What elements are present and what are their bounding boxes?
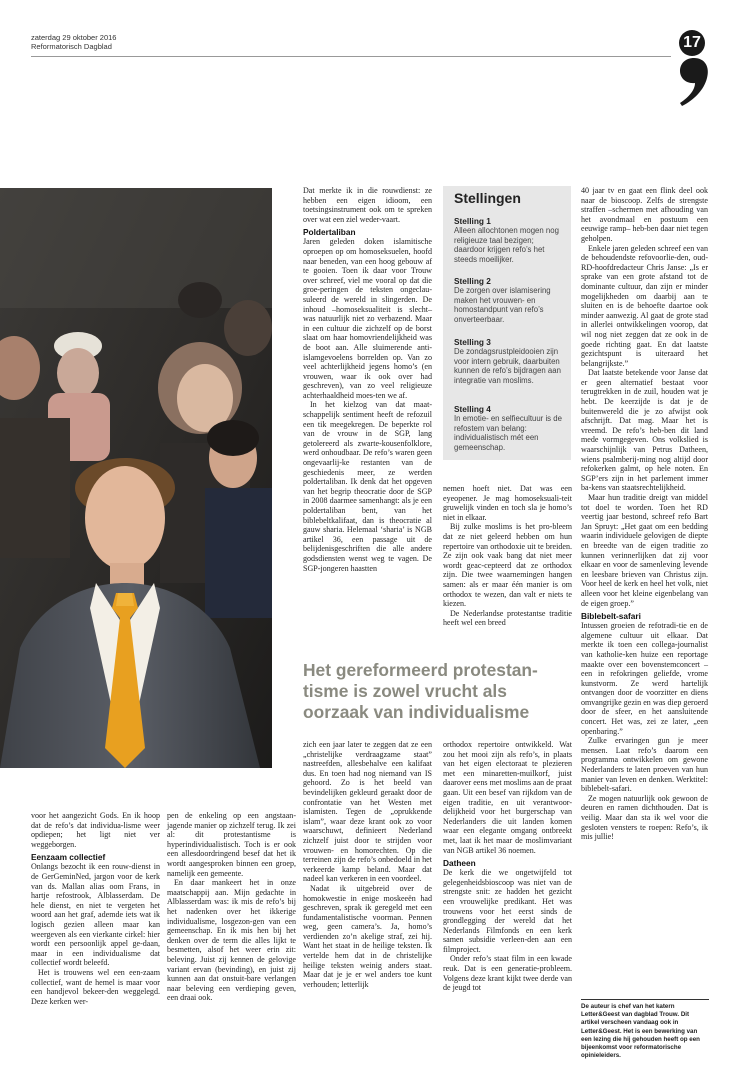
paragraph: De kerk die we ongetwijfeld tot gelegenheidsbioscoop was niet van de strengste snit: ze hadden het gezicht een vrouwelijke predikant. Het was trouwens voor het eerst sinds de grondlegging der wereld dat het Nederlands Filmfonds en een kerk samen subsidie verleen-den aan een filmproject. [443,868,572,954]
paragraph: Dat merkte ik in die rouwdienst: ze hebben een eigen idioom, een toetsingsinstrument ook om te spreken over wat een ziel weder-vaart. [303,186,432,224]
article-column-right [581,186,708,842]
stelling-item [454,337,566,385]
article-column-bottom-4 [443,740,572,993]
article-column-top-1 [303,186,432,573]
paragraph: nemen hoeft niet. Dat was een eyeopener. Je mag homoseksuali-teit gruwelijk vinden en toch sla je homo’s niet in elkaar. [443,484,572,522]
subheading-datheen: Datheen [443,858,476,869]
stelling-item [454,404,566,452]
stelling-text: De zorgen over islamisering maken het vrouwen- en homostandpunt van refo’s onverteerbaar. [454,286,551,324]
paragraph: Intussen groeien de refotradi-tie en de algemene cultuur uit elkaar. Dat merkte ik toen een collega-journalist van katholie-ken huize een reportage maakte over een bovenstemconcert – een in refokringen geliefde, vrome kunstvorm. Ze werd hartelijk ontvangen door de voorzitter en diens omvangrijke gezin en was diep geroerd door de sfeer, en het aansluitende concert. Het was, zei ze later, „een openbaring.” [581,621,708,736]
article-column-bottom-1 [31,811,160,1006]
publication-name: Reformatorisch Dagblad [31,42,112,51]
paragraph: Ze mogen natuurlijk ook gewoon de deuren en ramen dichthouden. Dat is veilig. Maar dan sta ik wel voor die gesloten vensters te roepen: Refo’s, ik mis jullie! [581,793,708,842]
paragraph: Zulke ervaringen gun je meer mensen. Laat refo’s daarom een programma ontwikkelen om gewone Nederlanders te laten proeven van hun manier van leven en denken. Werktitel: biblebelt-safari. [581,736,708,794]
stelling-text: Alleen allochtonen mogen nog religieuze taal bezigen; daardoor krijgen refo’s het steeds moeilijker. [454,226,559,264]
paragraph: orthodox repertoire ontwikkeld. Wat zou het mooi zijn als refo’s, in plaats van het eigen electoraat te plezieren met een minaretten-muilkorf, juist daarover eens met moslims aan de praat gaan. Uit een besef van rijkdom van de eigen traditie, en uit verantwoor-delijkheid voor het burgerschap van Nederlanders die uit landen komen waar een elegante omgang ontbreekt met, laat ik het maar de moslimvariant van NGB artikel 36 noemen. [443,740,572,855]
paragraph: En daar mankeert het in onze maatschappij aan. Mijn gedachte in Alblasserdam was: ik mis de refo’s bij het nadenken over het ikkerige individualisme, losgezon-gen van een gemeenschap. En ik mis hen bij het denken over de term die alles lijkt te besmetten, alsof het weer erin zit: beleving. Juist zij kennen de gelovige variant ervan (bevinding), en juist zij kunnen aan dat onstuit-bare verlangen naar beleving een verdieping geven, een draai ook. [167,878,296,1003]
stelling-text: De zondagsrustpleidooien zijn voor intern gebruik, daarbuiten kunnen de refo’s bijdragen aan integratie van moslims. [454,347,561,385]
page-number: 17 [679,30,705,56]
paragraph: voor het aangezicht Gods. En ik hoop dat de refo’s dat individua-lisme weer opdiepen; het ligt niet ver weggeborgen. [31,811,160,849]
stelling-item [454,276,566,324]
stelling-label: Stelling 1 [454,216,491,226]
stelling-label: Stelling 3 [454,337,491,347]
comma-logo-icon [676,56,712,108]
paragraph: In het kielzog van dat maat-schappelijk sentiment heeft de refozuil een tik meegekregen. De beperkte rol van de vrouw in de SGP, lang getolereerd als zwarte-kousenfolklore, werd onhoudbaar. De refo’s waren geen ongevaarlij-ke restanten van de geschiedenis meer, ze werden poldertaliban. Ik denk dat het opgeven van het begrip theocratie door de SGP in 2008 daarmee samenhangt: als je een poldertaliban bent, van het biblebeltkalifaat, dan is theocratie al gauw sharia. Helemaal ‘sharia’ is NGB artikel 36, een passage uit de belijdenisgeschriften die alle andere godsdiensten wenst weg te vagen. De SGP-jongeren haastten [303,400,432,573]
paragraph: Dat laatste betekende voor Janse dat er geen alternatief bestaat voor terugtrekken in de zuil, houden wat je hebt. De keerzijde is dat je de buitenwereld die je zo afwijst ook afschrijft. Dat mag. Maar het is vreemd. De refo’s heb-ben dit land mede vormgegeven. Ons volkslied is waarschijnlijk van Petrus Datheen, wiens psalmberij-ming nog altijd door refokerken galmt, op hele noten. En SGP’ers zijn in het parlement immer ba-kens van staatsrechtelijkheid. [581,368,708,493]
subheading-eenzaam-collectief: Eenzaam collectief [31,852,106,863]
paragraph: Maar hun traditie dreigt van middel tot doel te worden. Toen het RD veertig jaar bestond, schreef refo Bart Jan Spruyt: „Het gaat om een bedding waarin individuele gelovigen de diepte en breedte van de eigen traditie zo kunnen verinnerlijken dat zij voor elkaar en voor de samenleving levende en leesbare brieven van Christus zijn. Voor heel de kerk en heel het volk, niet alleen voor het kleine eigenbelang van de eigen groep.” [581,493,708,608]
author-credit: De auteur is chef van het katern Letter&Geest van dagblad Trouw. Dit artikel verscheen vandaag ook in Letter&Geest. Het is een bewerking van een lezing die hij gehouden heeft op een bijeenkomst voor reformatorische opinieleiders. [581,1003,700,1060]
stelling-label: Stelling 4 [454,404,491,414]
subheading-poldertaliban: Poldertaliban [303,227,356,238]
paragraph: Jaren geleden doken islamitische oproepen op om homoseksuelen, hoofd naar beneden, van een hoog gebouw af te gooien. Toen ik daar voor Trouw over schreef, viel me vooral op dat die groe-peringen de teksten ongeclau-suleerd de wereld in slingerden. De inhoud –homoseksualiteit is slecht– was natuurlijk niet zo verbazend. Maar in een cultuur die zichzelf op de borst slaat om haar homovriendelijkheid was de boot aan. Alle sluimerende anti-islamgevoelens borrelden op. Van zo veel achterlijkheid jegens homo’s (en vrouwen, waar ik ook over had geschreven), van zo veel religieuze achterhaaldheid moes-ten we af. [303,237,432,400]
issue-date: zaterdag 29 oktober 2016 [31,33,117,42]
paragraph: Onlangs bezocht ik een rouw-dienst in de GerGeminNed, jargon voor de kerk van ds. Mallan alias oom Frans, in hartje refostrook, Alblasserdam. De hele dienst, en niet te vergeten het woord aan het graf, ademde iets wat ik logisch gezien alleen maar kan weergeven als een vierkante cirkel: hier wordt een persoonlijk appel ge-daan, maar in een individualisme dat collectief wordt beleefd. [31,862,160,968]
article-photo [0,188,272,768]
page-header [31,33,116,51]
stelling-label: Stelling 2 [454,276,491,286]
paragraph: Onder refo’s staat film in een kwade reuk. Dat is een generatie-probleem. Volgens deze krant kijkt twee derde van de jeugd tot [443,954,572,993]
header-rule [31,56,671,57]
stellingen-box [443,186,571,460]
paragraph: Het is trouwens wel een een-zaam collectief, want de hemel is maar voor een handjevol bekeer-den weggelegd. Deze kerken wer- [31,967,160,1006]
paragraph: De Nederlandse protestantse traditie heeft wel een breed [443,608,572,628]
paragraph: 40 jaar tv en gaat een flink deel ook naar de bioscoop. Zelfs de strengste straffen –schermen met afhouding van het avondmaal en postuum een eeuwige ramp– heb-ben daar niet tegen geholpen. [581,186,708,243]
article-column-top-2 [443,484,572,628]
subheading-biblebelt-safari: Biblebelt-safari [581,611,641,622]
article-column-bottom-2 [167,811,296,1003]
paragraph: Enkele jaren geleden schreef een van de behoudendste refovoorlie-den, oud-RD-hoofdredacteur Chris Janse: „Is er sprake van een grote afstand tot de dominante cultuur, dan zijn er minder mogelijkheden om daarbij aan te sluiten en is de behoefte daartoe ook minder aanwezig. Al gaat de grote stad in allerlei ontwikkelingen voorop, dat wil nog niet zeggen dat ze ook in de goede richting gaat. En dat laatste gezichtspunt is uiteraard het belangrijkste.” [581,243,708,368]
pull-quote-headline: Het gereformeerd protestan-tisme is zowel vrucht als oorzaak van individualisme [303,660,538,722]
stelling-item [454,216,566,264]
stellingen-title: Stellingen [454,190,521,206]
paragraph: zich een jaar later te zeggen dat ze een „christelijke verdraagzame staat” nastreefden, allesbehalve een kalifaat dus. En toen had nog niemand van IS gehoord. Zo is het beeld van bevindelijken gekleurd geraakt door de confrontatie van het Westen met islamisten. Tegen de „oprukkende islam”, waar deze krant ook zo voor waarschuwt, definieert Nederland zichzelf juist door te strijden voor vrouwen- en homorechten. Op die terreinen zijn de refo’s onbedoeld in het verkeerde kamp beland. Maar dat nadeel kan verkeren in een voordeel. [303,740,432,884]
paragraph: pen de enkeling op een angstaan-jagende manier op zichzelf terug. Ik zei al: dit protestantisme is hyperindividualistisch. Toch is er ook een allesdoordringend besef dat het ik wordt aangesproken binnen een groep, namelijk een gemeente. [167,811,296,878]
paragraph: Nadat ik uitgebreid over de homokwestie in enige moskeeën had geschreven, sprak ik geregeld met een fundamentalistische voorman. Pennen weg, geen camera’s. Ja, homo’s verdienden zo’n akelige straf, zei hij. Want het staat in de heilige teksten. Ik vertelde hem dat in de christelijke heilige teksten weinig anders staat. Maar dat je je er wel anders toe kunt verhouden; letterlijk [303,883,432,989]
stelling-text: In emotie- en selfiecultuur is de refostem van belang: individualistisch mét een gemeenschap. [454,414,562,452]
paragraph: Bij zulke moslims is het pro-bleem dat ze niet geleerd hebben om hun repertoire van orthodoxie uit te breiden. Ze zijn ook vaak bang dat niet meer wordt geac-cepteerd dat ze orthodox zijn. Die twee waarnemingen hangen samen: als er maar één manier is om orthodox te wezen, dan valt er niets te kiezen. [443,522,572,609]
article-column-bottom-3 [303,740,432,989]
credit-rule [581,999,709,1000]
